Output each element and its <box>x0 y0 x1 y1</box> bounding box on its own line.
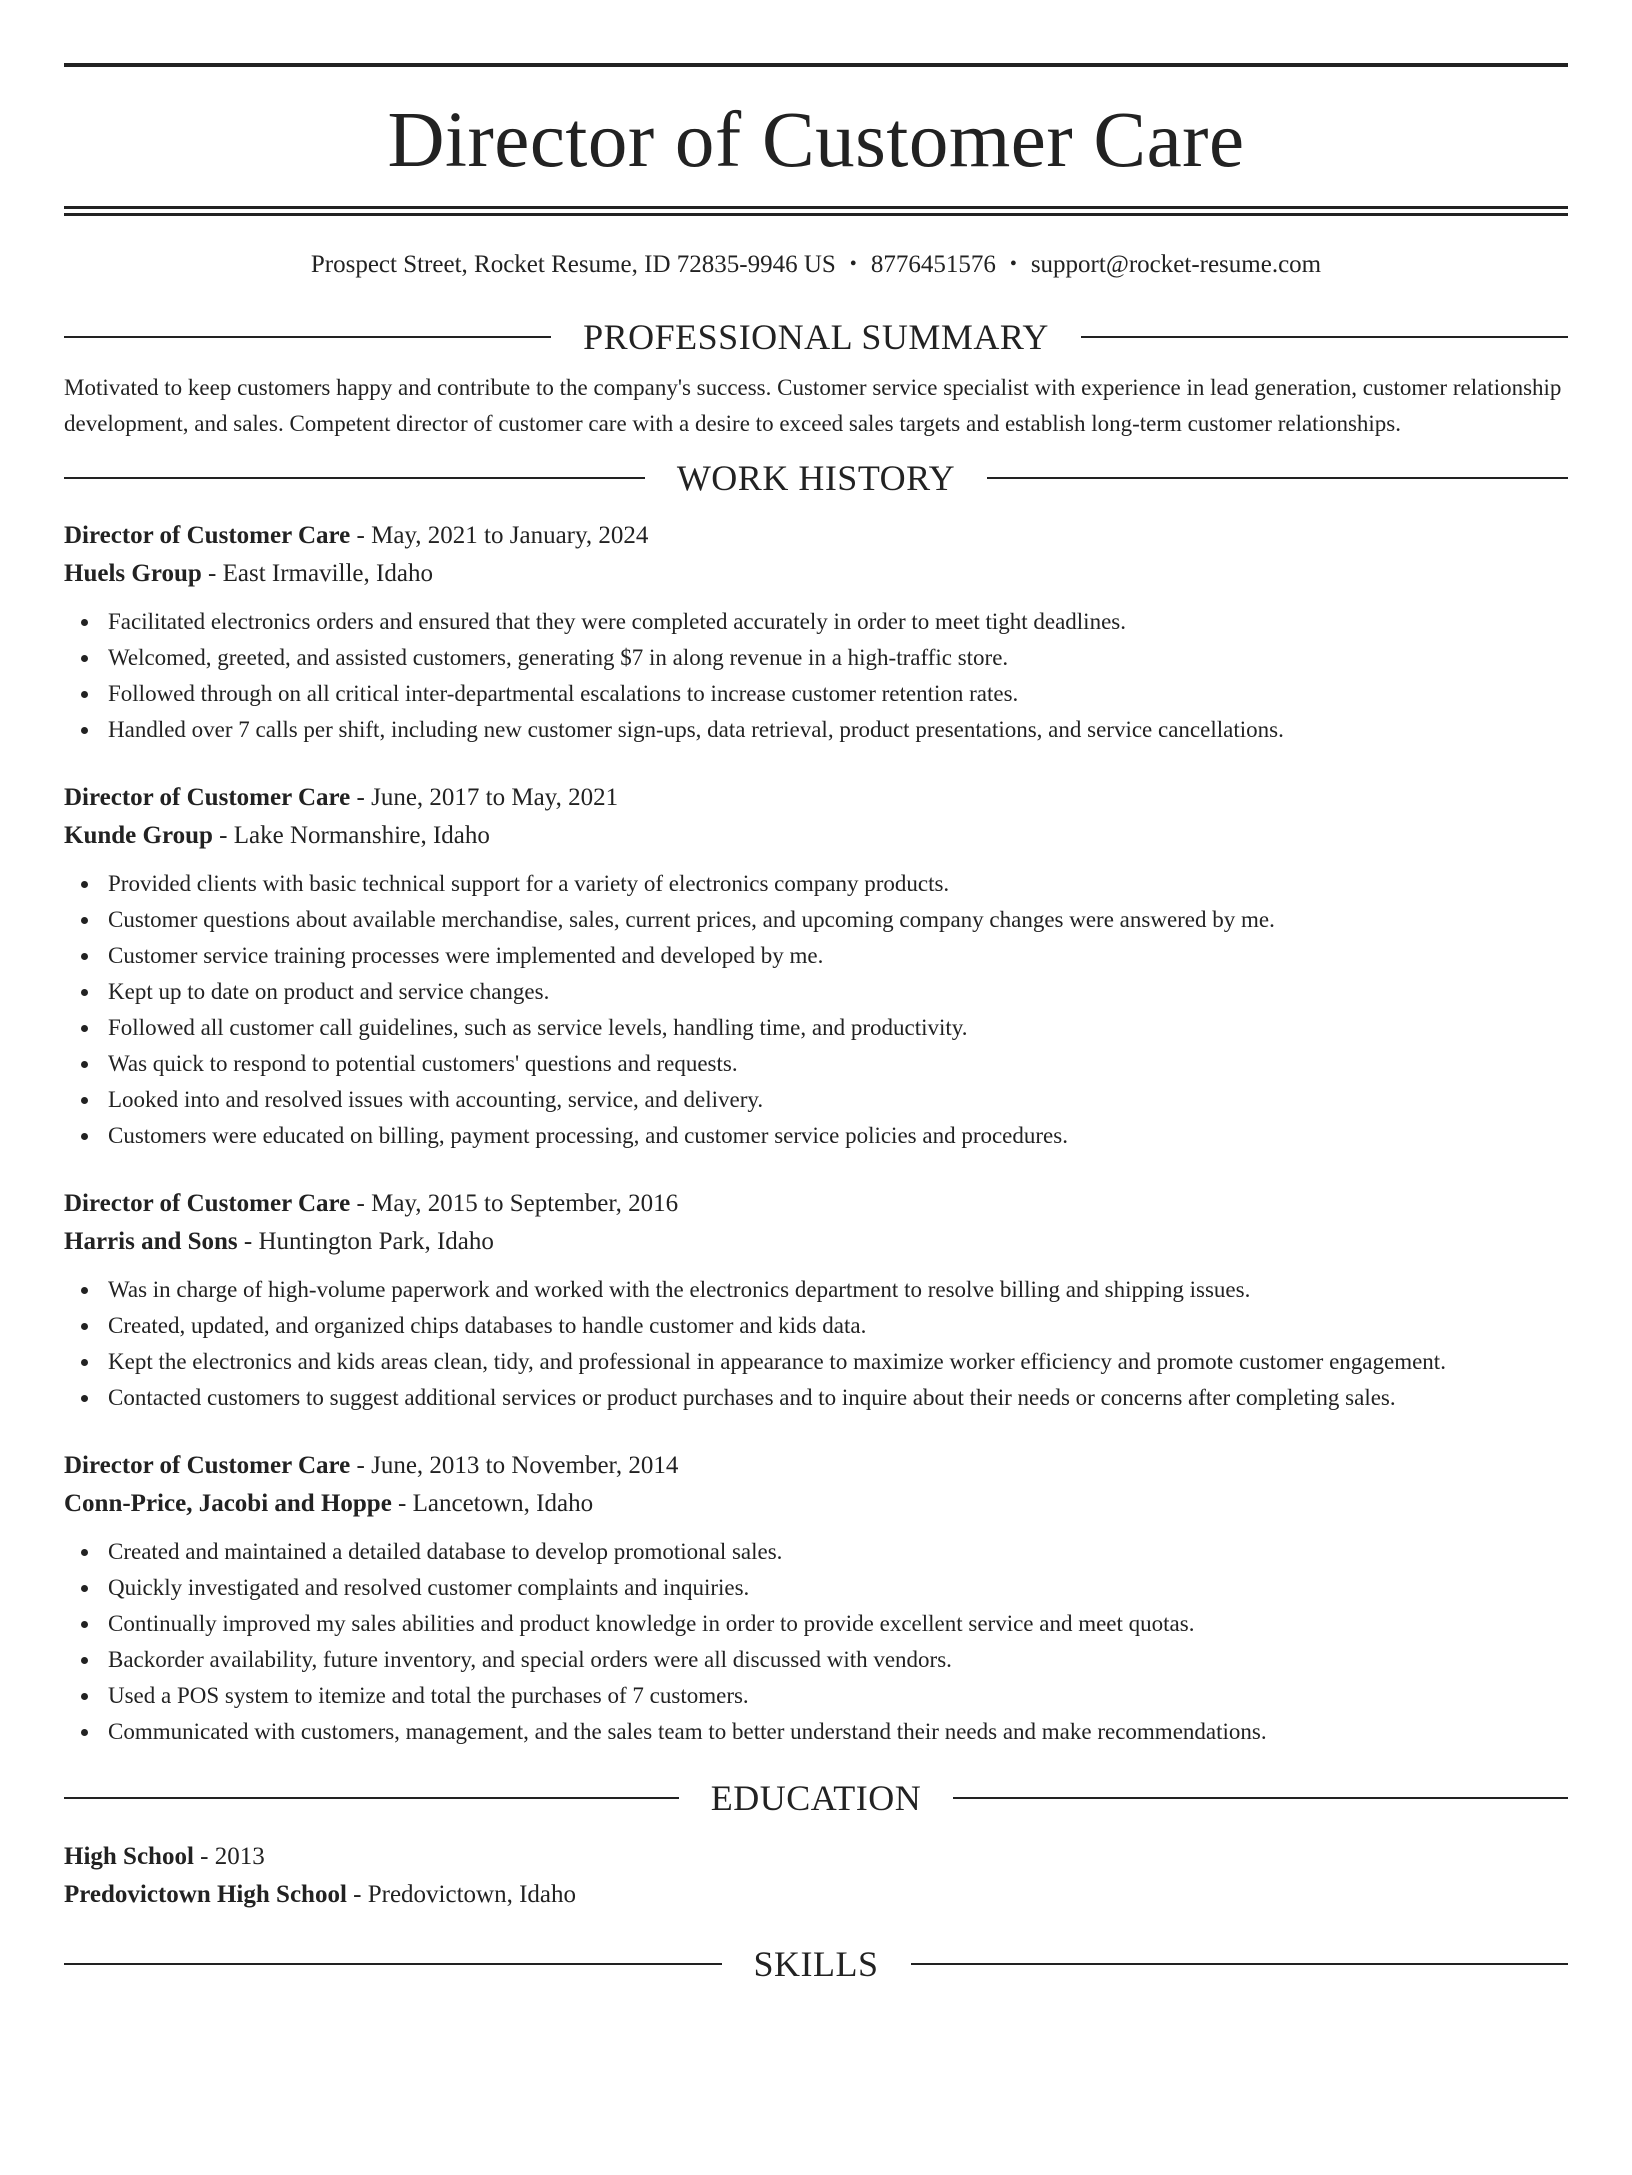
section-title-work-history <box>64 458 1568 498</box>
job-company-line <box>64 1223 1568 1261</box>
job-role: Director of Customer Care <box>64 1452 351 1479</box>
education-school: Predovictown High School <box>64 1881 347 1908</box>
job-company: Conn-Price, Jacobi and Hoppe <box>64 1490 392 1517</box>
separator: • <box>1009 253 1017 275</box>
job-bullet: Facilitated electronics orders and ensured that they were completed accurately in order to meet tight deadlines. <box>108 604 1568 640</box>
job-role: Director of Customer Care <box>64 522 351 549</box>
job-bullets <box>64 1534 1568 1750</box>
section-title-label: WORK HISTORY <box>676 458 956 498</box>
job-bullet: Was quick to respond to potential customers' questions and requests. <box>108 1046 1568 1082</box>
job-bullets <box>64 604 1568 748</box>
education-year: - 2013 <box>193 1843 265 1870</box>
section-title-label: EDUCATION <box>710 1778 922 1818</box>
section-title-label: SKILLS <box>753 1944 879 1984</box>
education-location: - Predovictown, Idaho <box>346 1881 577 1908</box>
job-bullet: Continually improved my sales abilities and product knowledge in order to provide excellent service and meet quotas. <box>108 1606 1568 1642</box>
section-title-skills <box>64 1944 1568 1984</box>
phone: 8776451576 <box>870 251 996 278</box>
job-bullet: Created, updated, and organized chips databases to handle customer and kids data. <box>108 1308 1568 1344</box>
job-company: Kunde Group <box>64 822 213 849</box>
resume-page <box>0 63 1632 2175</box>
job-bullets <box>64 1272 1568 1416</box>
education-school-line <box>64 1876 1568 1914</box>
job-bullet: Backorder availability, future inventory, and special orders were all discussed with vendors. <box>108 1642 1568 1678</box>
job-bullet: Kept the electronics and kids areas clean, tidy, and professional in appearance to maximize worker efficiency and promote customer engagement. <box>108 1344 1568 1380</box>
job-dates: - June, 2017 to May, 2021 <box>350 784 619 811</box>
section-title-summary <box>64 317 1568 357</box>
job-role: Director of Customer Care <box>64 784 351 811</box>
job-location: - Huntington Park, Idaho <box>237 1228 494 1255</box>
job-bullet: Followed all customer call guidelines, such as service levels, handling time, and productivity. <box>108 1010 1568 1046</box>
job-location: - East Irmaville, Idaho <box>201 560 433 587</box>
job-bullet: Kept up to date on product and service changes. <box>108 974 1568 1010</box>
job-location: - Lancetown, Idaho <box>391 1490 594 1517</box>
education-degree: High School <box>64 1843 194 1870</box>
job-bullet: Contacted customers to suggest additional services or product purchases and to inquire about their needs or concerns after completing sales. <box>108 1380 1568 1416</box>
job-bullet: Customers were educated on billing, payment processing, and customer service policies and procedures. <box>108 1118 1568 1154</box>
job-company: Huels Group <box>64 560 202 587</box>
job-bullet: Used a POS system to itemize and total the purchases of 7 customers. <box>108 1678 1568 1714</box>
job-company-line <box>64 555 1568 593</box>
job-entry <box>64 1185 1568 1416</box>
job-company-line <box>64 817 1568 855</box>
job-bullets <box>64 866 1568 1154</box>
job-role: Director of Customer Care <box>64 1190 351 1217</box>
job-bullet: Followed through on all critical inter-departmental escalations to increase customer retention rates. <box>108 676 1568 712</box>
education-degree-line <box>64 1838 1568 1876</box>
job-company-line <box>64 1485 1568 1523</box>
address: Prospect Street, Rocket Resume, ID 72835-9946 US <box>310 251 836 278</box>
job-role-line <box>64 1185 1568 1223</box>
job-role-line <box>64 779 1568 817</box>
job-dates: - June, 2013 to November, 2014 <box>350 1452 679 1479</box>
job-company: Harris and Sons <box>64 1228 238 1255</box>
job-bullet: Handled over 7 calls per shift, including new customer sign-ups, data retrieval, product presentations, and service cancellations. <box>108 712 1568 748</box>
separator: • <box>849 253 857 275</box>
job-bullet: Created and maintained a detailed database to develop promotional sales. <box>108 1534 1568 1570</box>
summary-text: Motivated to keep customers happy and contribute to the company's success. Customer service specialist with experience in lead generation, customer relationship development, and sales. Competent director of customer care with a desire to exceed sales targets and establish long-term customer relationships. <box>64 375 1562 436</box>
job-bullet: Communicated with customers, management, and the sales team to better understand their needs and make recommendations. <box>108 1714 1568 1750</box>
job-bullet: Looked into and resolved issues with accounting, service, and delivery. <box>108 1082 1568 1118</box>
job-bullet: Was in charge of high-volume paperwork and worked with the electronics department to resolve billing and shipping issues. <box>108 1272 1568 1308</box>
resume-name: Director of Customer Care <box>387 97 1245 184</box>
job-bullet: Provided clients with basic technical support for a variety of electronics company products. <box>108 866 1568 902</box>
job-dates: - May, 2015 to September, 2016 <box>350 1190 679 1217</box>
contact-line <box>64 249 1568 280</box>
job-bullet: Quickly investigated and resolved customer complaints and inquiries. <box>108 1570 1568 1606</box>
job-role-line <box>64 1447 1568 1485</box>
email: support@rocket-resume.com <box>1030 251 1322 278</box>
job-bullet: Customer questions about available merchandise, sales, current prices, and upcoming company changes were answered by me. <box>108 902 1568 938</box>
job-entry <box>64 779 1568 1154</box>
double-rule <box>64 206 1568 216</box>
section-title-label: PROFESSIONAL SUMMARY <box>583 317 1049 357</box>
job-entry <box>64 517 1568 748</box>
job-dates: - May, 2021 to January, 2024 <box>350 522 649 549</box>
job-role-line <box>64 517 1568 555</box>
job-entry <box>64 1447 1568 1750</box>
top-rule <box>64 63 1568 67</box>
section-title-education <box>64 1778 1568 1818</box>
job-bullet: Customer service training processes were implemented and developed by me. <box>108 938 1568 974</box>
job-bullet: Welcomed, greeted, and assisted customers, generating $7 in along revenue in a high-traffic store. <box>108 640 1568 676</box>
job-location: - Lake Normanshire, Idaho <box>212 822 490 849</box>
